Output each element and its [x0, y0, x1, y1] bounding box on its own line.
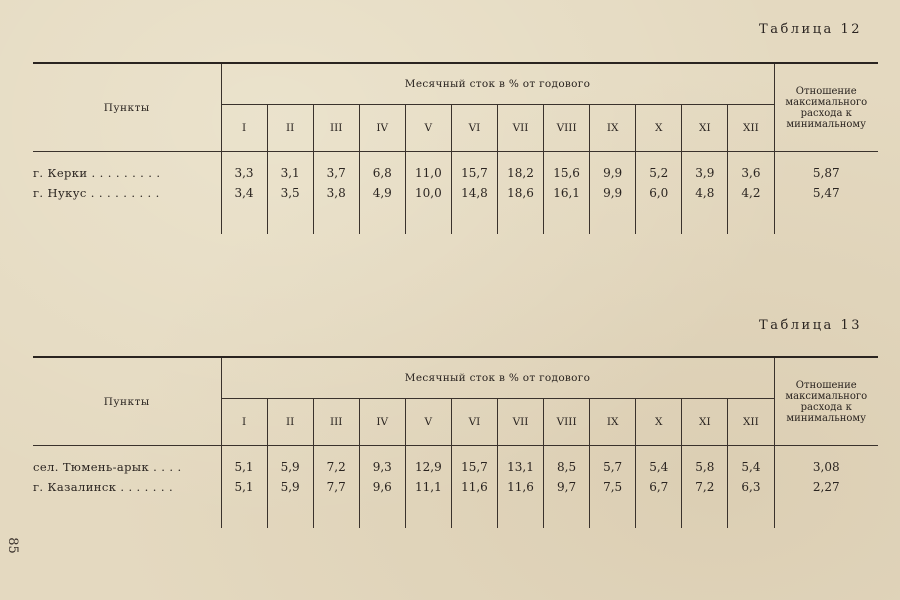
value-cell: 9,6: [359, 474, 405, 500]
table-13: [33, 356, 878, 528]
month-header: XII: [728, 105, 774, 152]
value-cell: 13,1: [497, 446, 543, 475]
value-cell: 7,2: [313, 446, 359, 475]
ratio-cell: 3,08: [774, 446, 878, 475]
empty-cell: [451, 206, 497, 234]
header-points: Пункты: [33, 63, 221, 152]
empty-cell: [267, 500, 313, 528]
header-monthly-runoff: Месячный сток в % от годового: [221, 63, 774, 105]
month-header: IV: [359, 105, 405, 152]
table-spacer-row: [33, 500, 878, 528]
empty-cell: [590, 500, 636, 528]
value-cell: 4,9: [359, 180, 405, 206]
empty-cell: [451, 500, 497, 528]
value-cell: 5,8: [682, 446, 728, 475]
value-cell: 18,6: [497, 180, 543, 206]
empty-cell: [33, 500, 221, 528]
value-cell: 18,2: [497, 152, 543, 181]
value-cell: 3,8: [313, 180, 359, 206]
row-station-name: г. Казалинск . . . . . . .: [33, 474, 221, 500]
value-cell: 12,9: [405, 446, 451, 475]
value-cell: 15,7: [451, 446, 497, 475]
value-cell: 10,0: [405, 180, 451, 206]
empty-cell: [728, 206, 774, 234]
value-cell: 3,9: [682, 152, 728, 181]
header-ratio: Отношение максимального расхода к минимальному: [774, 63, 878, 152]
value-cell: 5,1: [221, 474, 267, 500]
row-station-name: г. Керки . . . . . . . . .: [33, 152, 221, 181]
value-cell: 5,7: [590, 446, 636, 475]
empty-cell: [590, 206, 636, 234]
header-monthly-runoff: Месячный сток в % от годового: [221, 357, 774, 399]
value-cell: 4,2: [728, 180, 774, 206]
month-header: VIII: [544, 399, 590, 446]
month-header: IX: [590, 105, 636, 152]
value-cell: 5,4: [728, 446, 774, 475]
value-cell: 3,1: [267, 152, 313, 181]
empty-cell: [728, 500, 774, 528]
value-cell: 9,9: [590, 180, 636, 206]
table-row: [33, 474, 878, 500]
empty-cell: [221, 206, 267, 234]
value-cell: 5,9: [267, 446, 313, 475]
month-header: V: [405, 399, 451, 446]
month-header: X: [636, 399, 682, 446]
empty-cell: [497, 500, 543, 528]
empty-cell: [33, 206, 221, 234]
table-row: [33, 180, 878, 206]
table-12-caption: Таблица 12: [759, 22, 862, 37]
value-cell: 9,7: [544, 474, 590, 500]
empty-cell: [636, 500, 682, 528]
month-header: XII: [728, 399, 774, 446]
month-header: VII: [497, 105, 543, 152]
value-cell: 14,8: [451, 180, 497, 206]
header-ratio: Отношение максимального расхода к минимальному: [774, 357, 878, 446]
month-header: III: [313, 399, 359, 446]
row-station-name: сел. Тюмень-арык . . . .: [33, 446, 221, 475]
empty-cell: [544, 500, 590, 528]
month-header: VII: [497, 399, 543, 446]
value-cell: 3,5: [267, 180, 313, 206]
table-13-caption: Таблица 13: [759, 318, 862, 333]
value-cell: 5,4: [636, 446, 682, 475]
value-cell: 6,8: [359, 152, 405, 181]
month-header: III: [313, 105, 359, 152]
empty-cell: [359, 206, 405, 234]
empty-cell: [313, 500, 359, 528]
month-header: VIII: [544, 105, 590, 152]
value-cell: 9,3: [359, 446, 405, 475]
month-header: V: [405, 105, 451, 152]
ratio-cell: 2,27: [774, 474, 878, 500]
value-cell: 6,3: [728, 474, 774, 500]
empty-cell: [682, 500, 728, 528]
value-cell: 4,8: [682, 180, 728, 206]
value-cell: 3,3: [221, 152, 267, 181]
value-cell: 11,1: [405, 474, 451, 500]
value-cell: 5,2: [636, 152, 682, 181]
value-cell: 7,7: [313, 474, 359, 500]
value-cell: 11,6: [451, 474, 497, 500]
value-cell: 8,5: [544, 446, 590, 475]
empty-cell: [636, 206, 682, 234]
value-cell: 3,7: [313, 152, 359, 181]
value-cell: 16,1: [544, 180, 590, 206]
month-header: I: [221, 105, 267, 152]
empty-cell: [774, 500, 878, 528]
value-cell: 6,0: [636, 180, 682, 206]
table-row: [33, 446, 878, 475]
month-header: VI: [451, 105, 497, 152]
value-cell: 15,7: [451, 152, 497, 181]
month-header: XI: [682, 105, 728, 152]
empty-cell: [774, 206, 878, 234]
value-cell: 5,9: [267, 474, 313, 500]
row-station-name: г. Нукус . . . . . . . . .: [33, 180, 221, 206]
value-cell: 15,6: [544, 152, 590, 181]
value-cell: 11,0: [405, 152, 451, 181]
ratio-cell: 5,47: [774, 180, 878, 206]
month-header: IV: [359, 399, 405, 446]
empty-cell: [221, 500, 267, 528]
value-cell: 5,1: [221, 446, 267, 475]
table-spacer-row: [33, 206, 878, 234]
empty-cell: [313, 206, 359, 234]
month-header: VI: [451, 399, 497, 446]
value-cell: 6,7: [636, 474, 682, 500]
month-header: II: [267, 105, 313, 152]
month-header: II: [267, 399, 313, 446]
month-header: XI: [682, 399, 728, 446]
value-cell: 3,4: [221, 180, 267, 206]
value-cell: 11,6: [497, 474, 543, 500]
page-number: 85: [4, 537, 20, 554]
empty-cell: [682, 206, 728, 234]
empty-cell: [359, 500, 405, 528]
ratio-cell: 5,87: [774, 152, 878, 181]
table-12: [33, 62, 878, 234]
value-cell: 3,6: [728, 152, 774, 181]
empty-cell: [497, 206, 543, 234]
value-cell: 7,5: [590, 474, 636, 500]
month-header: X: [636, 105, 682, 152]
month-header: IX: [590, 399, 636, 446]
empty-cell: [405, 500, 451, 528]
month-header: I: [221, 399, 267, 446]
value-cell: 7,2: [682, 474, 728, 500]
empty-cell: [267, 206, 313, 234]
table-row: [33, 152, 878, 181]
value-cell: 9,9: [590, 152, 636, 181]
header-points: Пункты: [33, 357, 221, 446]
empty-cell: [544, 206, 590, 234]
empty-cell: [405, 206, 451, 234]
